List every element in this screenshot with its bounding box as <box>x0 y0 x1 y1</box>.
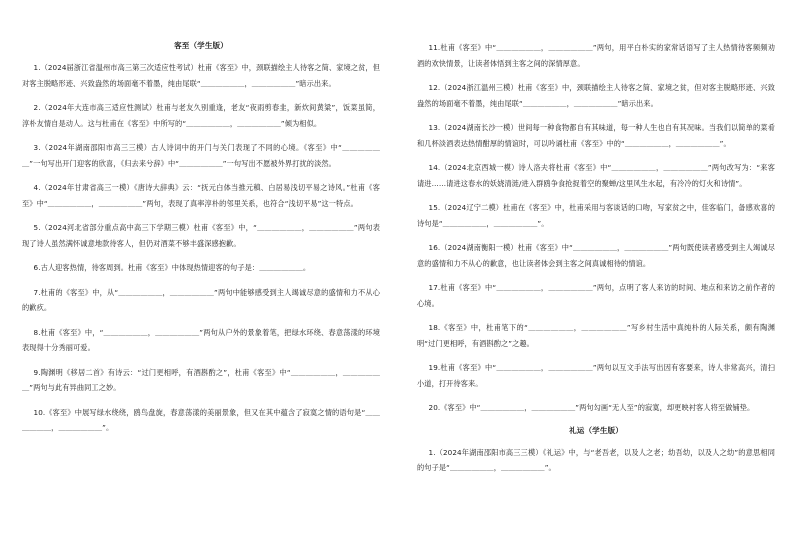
question-9: 9.陶渊明《移居二首》有诗云：“过门更相呼，有酒斟酌之”，杜甫《客至》中“＿＿＿＿＿＿，＿＿＿＿＿＿”两句与此有异曲同工之妙。 <box>22 367 380 392</box>
question-19: 19.杜甫《客至》中“＿＿＿＿＿＿，＿＿＿＿＿＿”两句以互文手法写出因有客要来，诗人非常高兴，清扫小道，打开待客来。 <box>417 363 775 388</box>
question-18: 18.《客至》中，杜甫笔下的“＿＿＿＿＿＿，＿＿＿＿＿＿”写乡村生活中真纯朴的人际关系，颇有陶渊明“过门更相呼，有酒斟酌之”之趣。 <box>417 323 775 348</box>
question-17: 17.杜甫《客至》中“＿＿＿＿＿＿，＿＿＿＿＿＿”两句，点明了客人来访的时间、地点和来访之前作者的心境。 <box>417 283 775 308</box>
left-column <box>22 40 380 445</box>
question-7: 7.杜甫的《客至》中，从“＿＿＿＿＿＿，＿＿＿＿＿＿”两句中能够感受到主人竭诚尽意的盛情和力不从心的歉疚。 <box>22 287 380 312</box>
section-title: 客至（学生版） <box>174 41 228 50</box>
question-13: 13.（2024湖南长沙一模）世间每一种食物都自有其味道，每一种人生也自有其况味。当我们以简单的菜肴和几杯淡酒表达热情酣厚的情谊时，可以吟诵杜甫《客至》中的“＿＿＿＿＿＿，＿＿＿＿＿＿”。 <box>417 123 775 148</box>
question-2: 2.（2024年大连市高三适应性测试）杜甫与老友久别重逢，老友“夜雨剪春韭，新炊间黄粱”，饭菜虽简，淳朴友情自是动人。这与杜甫在《客至》中所写的“＿＿＿＿＿＿，＿＿＿＿＿＿”倾为相似。 <box>22 103 380 128</box>
question-11: 11.杜甫《客至》中“＿＿＿＿＿＿，＿＿＿＿＿＿”两句，用平白朴实的家常话语写了主人热情待客频频劝酒的欢快情景，让读者体悟到主客之间的深情厚意。 <box>417 43 775 68</box>
question-4: 4.（2024年甘肃省高三一模）《唐诗大辞典》云：“抚元白体当推元稹、白居易浅切平易之诗风。”杜甫《客至》中“＿＿＿＿＿＿，＿＿＿＿＿＿”两句，表现了真率淳朴的邻里关系，也符合“浅切平易”这一特点。 <box>22 183 380 208</box>
question-12: 12.（2024浙江温州三模）杜甫《客至》中，颈联描绘主人待客之简、家境之贫，但对客主脱略形迹、兴致盎然的场面毫不着墨，纯由尾联“＿＿＿＿＿＿，＿＿＿＿＿＿”暗示出来。 <box>417 83 775 108</box>
question-5: 5.（2024河北省部分重点高中高三下学期三模）杜甫《客至》中，“＿＿＿＿＿＿，＿＿＿＿＿＿”两句表现了诗人虽然满怀诚意地款待客人，但仍对酒菜不够丰盛深感抱歉。 <box>22 223 380 248</box>
section2-question-1: 1.（2024年湖南邵阳市高三三模）《礼运》中，与“老吾老，以及人之老；幼吾幼，以及人之幼”的意思相同的句子是“＿＿＿＿＿＿，＿＿＿＿＿＿”。 <box>417 447 775 472</box>
question-14: 14.（2024北京西城一模）诗人洛夫将杜甫《客至》中“＿＿＿＿＿＿，＿＿＿＿＿＿”两句改写为：“来客请进……请进这春水的妖娆清涟/进入群鸥争食抢捉着空的聚蝉/这里风生水起，有冷冷的灯火和诗情”。 <box>417 163 775 188</box>
question-20: 20.《客至》中“＿＿＿＿＿＿，＿＿＿＿＿＿”两句勾画“无人至”的寂寞，却更映衬客人将至做铺垫。 <box>428 403 755 412</box>
question-10: 10.《客至》中展写绿水绕绕，鸥鸟盘旋，春意荡漾的美丽景象，但又在其中蕴含了寂寞之情的语句是“＿＿＿＿＿＿，＿＿＿＿＿＿”。 <box>22 407 380 432</box>
question-6: 6.古人迎客热情，待客周到。杜甫《客至》中体现热情迎客的句子是：＿＿＿＿＿＿。 <box>33 263 311 272</box>
question-3: 3.（2024年湖南邵阳市高三三模）古人诗词中的开门与关门表现了不同的心境。《客至》中“＿＿＿＿＿＿”一句写出开门迎客的欣喜，《归去来兮辞》中“＿＿＿＿＿＿”一句写出不愿被外界打扰的淡然。 <box>22 143 380 168</box>
question-8: 8.杜甫《客至》中，“＿＿＿＿＿＿，＿＿＿＿＿＿”两句从户外的景象着笔，把绿水环绕、春意荡漾的环境表现得十分秀丽可爱。 <box>22 327 380 352</box>
question-16: 16.（2024湖南衡阳一模）杜甫《客至》中“＿＿＿＿＿＿，＿＿＿＿＿＿”两句既使读者感受到主人竭诚尽意的盛情和力不从心的歉意，也让读者体会到主客之间真诚相待的情谊。 <box>417 243 775 268</box>
section-title-2: 礼运（学生版） <box>569 425 623 435</box>
question-1: 1.（2024届浙江省温州市高三第三次适应性考试）杜甫《客至》中，颈联描绘主人待客之简、家境之贫，但对客主脱略形迹、兴致盎然的场面毫不着墨，纯由尾联“＿＿＿＿＿＿，＿＿＿＿＿＿”暗示出来。 <box>22 63 380 88</box>
question-15: 15.（2024辽宁二模）杜甫在《客至》中，杜甫采用与客谈话的口吻，写家贫之中，佳客临门，备感欢喜的诗句是“＿＿＿＿＿＿，＿＿＿＿＿＿”。 <box>417 203 775 228</box>
right-column <box>417 40 775 485</box>
